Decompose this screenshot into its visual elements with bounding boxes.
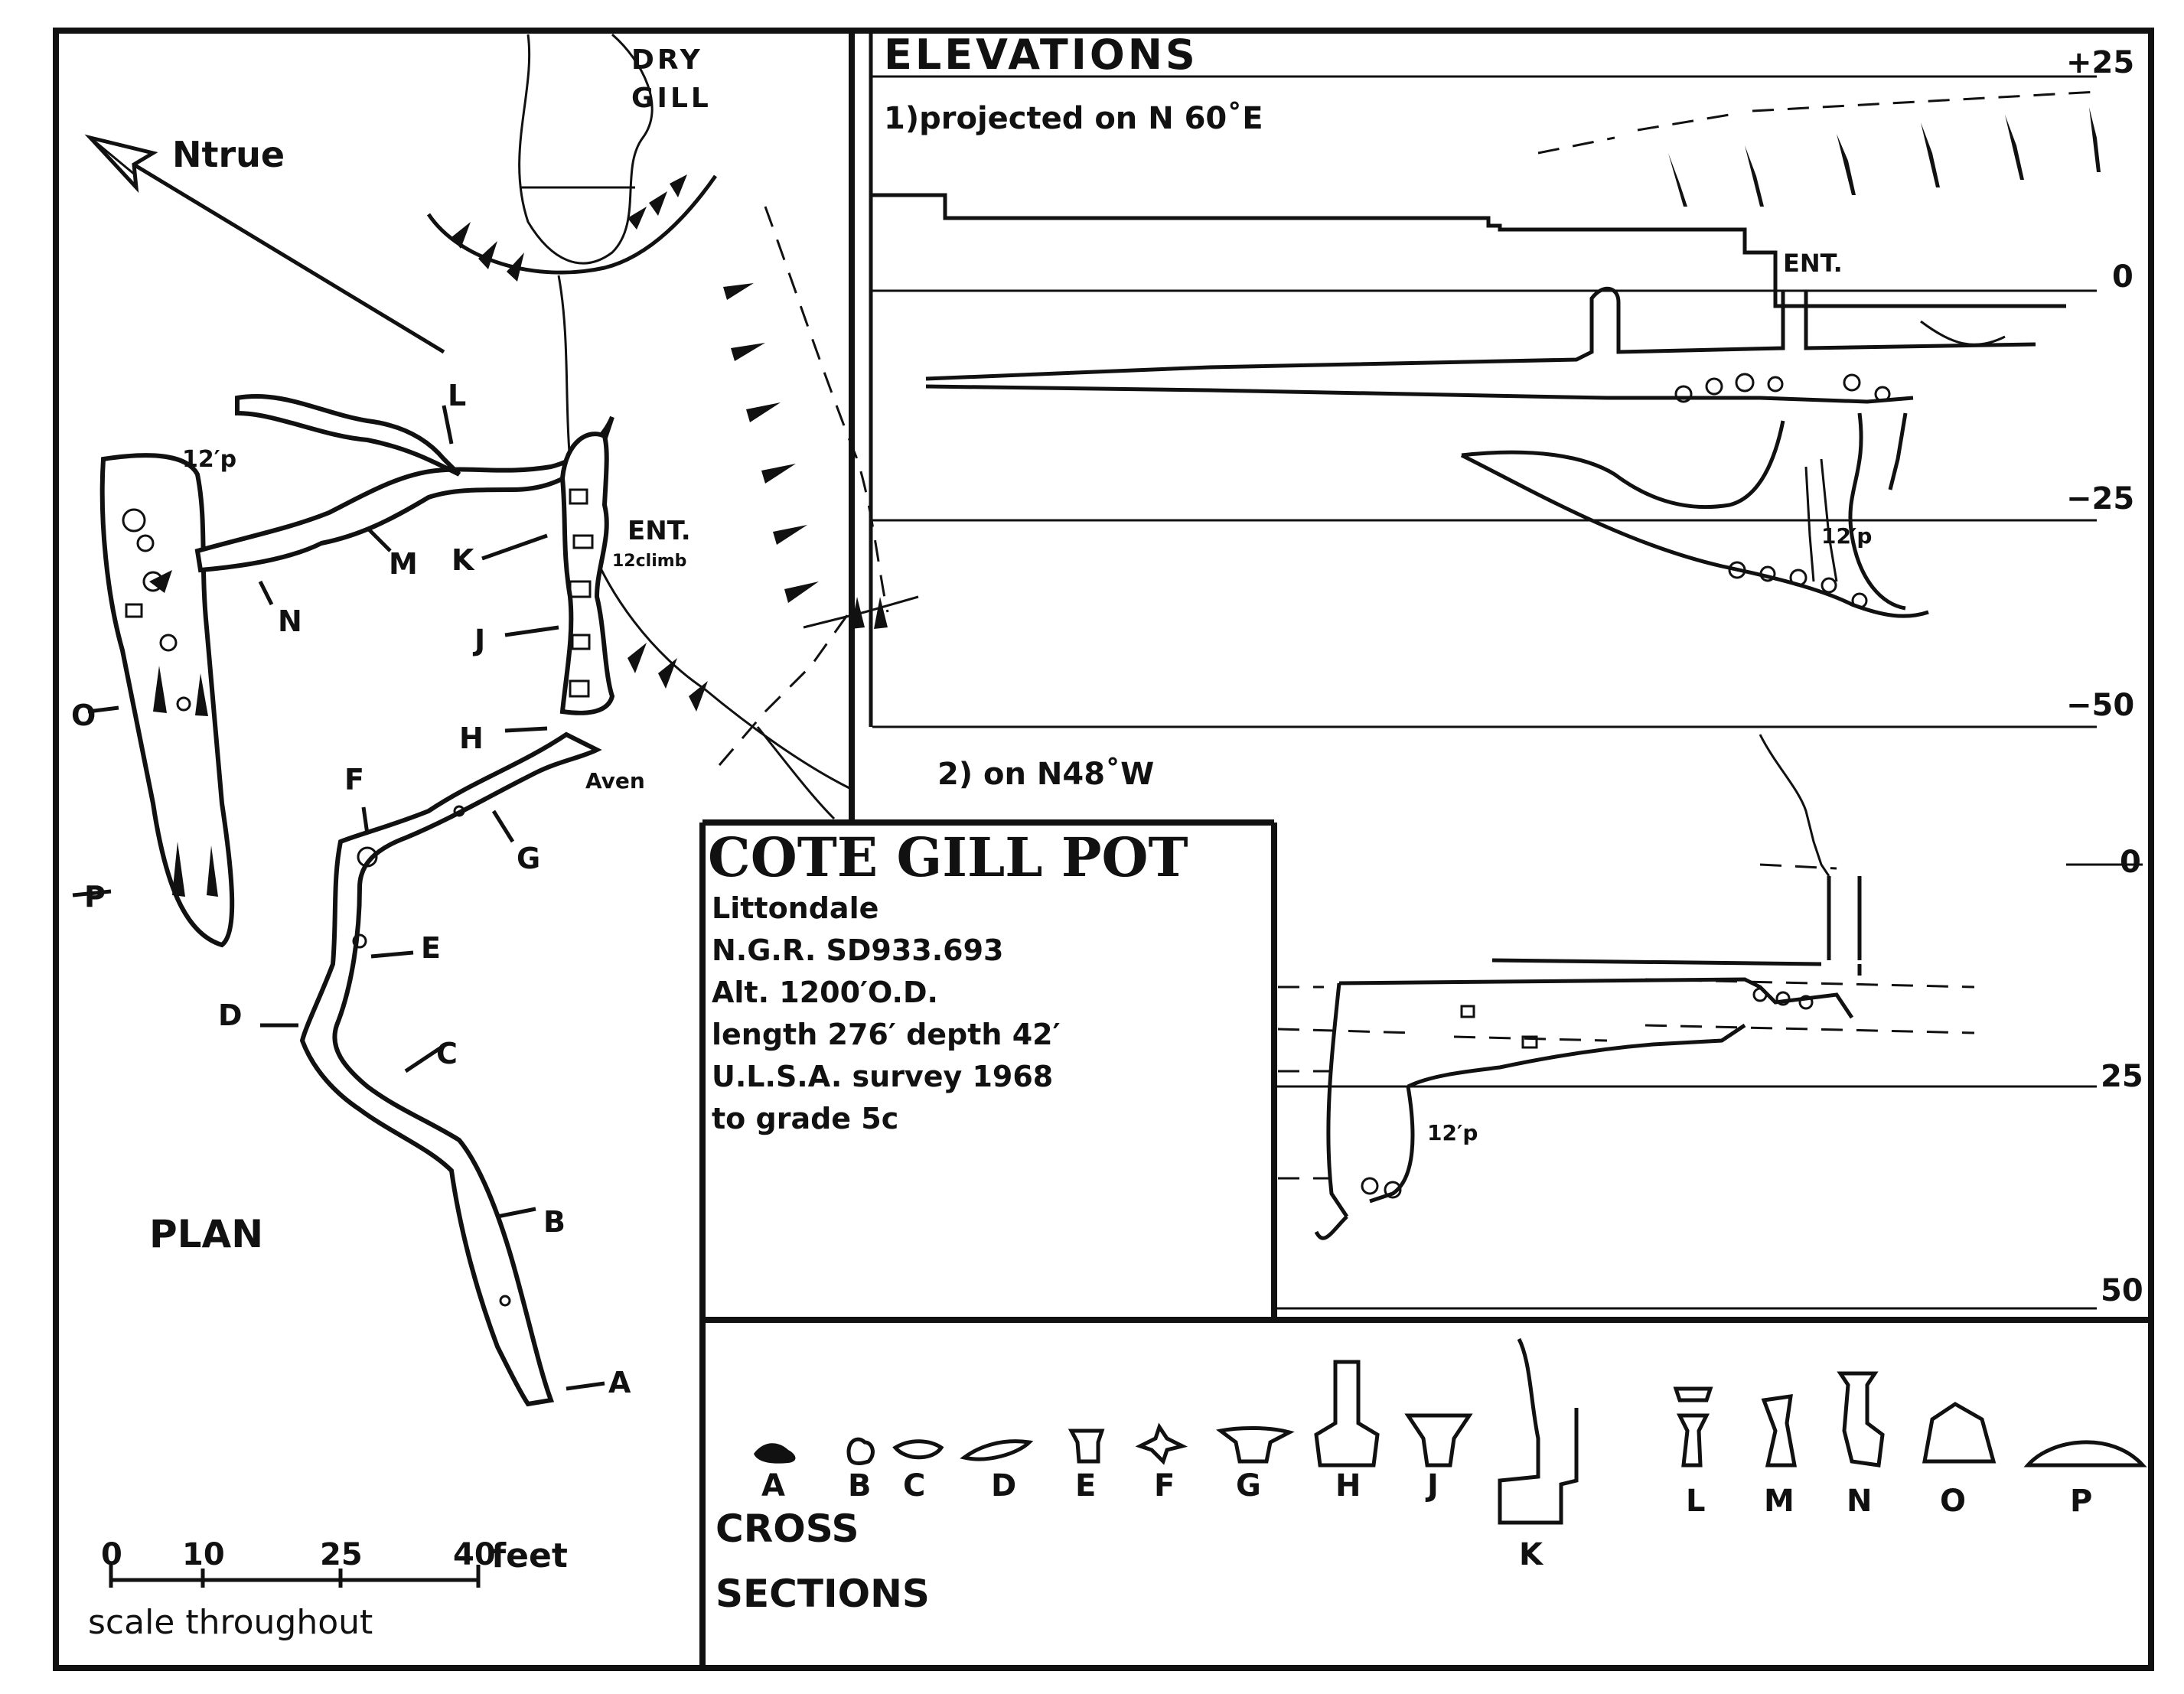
- section-b-shape: [849, 1439, 872, 1463]
- cross-sections-title-1: CROSS: [716, 1507, 859, 1551]
- elevations-title: ELEVATIONS: [884, 31, 1198, 79]
- section-f-shape: [1140, 1427, 1182, 1461]
- cross-sections-title-2: SECTIONS: [716, 1572, 930, 1616]
- section-label-p: P: [2070, 1484, 2093, 1519]
- scale-tick-40: 40: [453, 1537, 496, 1572]
- elevation-1-tick-minus25: −25: [2066, 481, 2135, 516]
- plan-mark-a: A: [608, 1366, 631, 1399]
- plan-mark-d: D: [218, 998, 243, 1032]
- section-label-e: E: [1075, 1468, 1097, 1503]
- elevation-2-boulders: [1362, 989, 1812, 1197]
- info-altitude: Alt. 1200′O.D.: [712, 976, 938, 1009]
- plan-mark-m: M: [389, 547, 418, 581]
- section-label-a: A: [761, 1468, 785, 1503]
- plan-mark-g: G: [517, 842, 541, 875]
- section-label-n: N: [1847, 1484, 1873, 1519]
- entrance-series: [562, 434, 612, 713]
- info-survey: U.L.S.A. survey 1968: [712, 1060, 1054, 1093]
- section-l-shape: [1676, 1389, 1710, 1465]
- plan-mark-c: C: [436, 1037, 458, 1070]
- section-label-f: F: [1154, 1468, 1175, 1503]
- elevation-1-tick-minus50: −50: [2066, 688, 2135, 723]
- passage-floor: [926, 386, 1913, 402]
- info-grade: to grade 5c: [712, 1102, 899, 1135]
- plan-mark-k: K: [451, 543, 474, 577]
- plan-mark-e: E: [421, 931, 441, 965]
- section-label-d: D: [991, 1468, 1017, 1503]
- plan-mark-o: O: [71, 699, 96, 732]
- lower-chamber-roof: [1462, 421, 1783, 507]
- elevation-scale-lines: [871, 77, 2143, 1308]
- section-label-h: H: [1335, 1468, 1361, 1503]
- section-p-shape: [2028, 1442, 2143, 1465]
- scale-caption: scale throughout: [88, 1603, 373, 1642]
- info-location: Littondale: [712, 891, 879, 925]
- section-j-shape: [1408, 1415, 1469, 1465]
- info-length-depth: length 276′ depth 42′: [712, 1018, 1061, 1051]
- section-label-c: C: [903, 1468, 926, 1503]
- section-label-b: B: [848, 1468, 872, 1503]
- plan-mark-b: B: [543, 1205, 566, 1239]
- section-g-shape: [1221, 1428, 1289, 1461]
- plan-aven-label: Aven: [585, 768, 645, 793]
- section-a-shape: [754, 1443, 795, 1463]
- surface-profile: [872, 195, 2066, 306]
- scale-unit: feet: [491, 1536, 568, 1575]
- section-label-o: O: [1940, 1484, 1967, 1519]
- elevation-2-subtitle: 2) on N48˚W: [937, 757, 1155, 792]
- section-n-shape: [1840, 1373, 1882, 1465]
- plan-mark-p: P: [84, 880, 106, 914]
- section-e-shape: [1071, 1431, 1102, 1461]
- section-label-k: K: [1519, 1537, 1543, 1572]
- surface-profile-2: [1760, 735, 1829, 876]
- elevation-1-tick-0: 0: [2112, 259, 2133, 295]
- elevation-1-boulders: [1676, 374, 1889, 608]
- section-k-shape: [1500, 1339, 1576, 1523]
- surface-features: [429, 34, 918, 819]
- elevation-1-tick-plus25: +25: [2066, 45, 2135, 80]
- plan-entrance-note: 12climb: [612, 552, 687, 571]
- section-label-l: L: [1686, 1484, 1706, 1519]
- section-h-shape: [1316, 1362, 1377, 1465]
- scale-tick-25: 25: [320, 1537, 363, 1572]
- dry-gill-label-1: DRY: [631, 44, 703, 76]
- pitch-wall: [1328, 983, 1347, 1217]
- surface-path: [719, 612, 849, 765]
- survey-title: COTE GILL POT: [708, 826, 1188, 889]
- plan-mark-f: F: [344, 763, 364, 797]
- section-label-g: G: [1236, 1468, 1261, 1503]
- scale-bar: [111, 1565, 478, 1588]
- elevation-1-subtitle: 1)projected on N 60˚E: [884, 101, 1263, 136]
- section-o-shape: [1925, 1404, 1993, 1461]
- scale-tick-10: 10: [182, 1537, 225, 1572]
- dry-gill-label-2: GILL: [631, 83, 712, 114]
- elevation-1-profile: [872, 92, 2097, 616]
- plan-mark-j: J: [474, 624, 486, 657]
- info-grid-reference: N.G.R. SD933.693: [712, 933, 1004, 967]
- plan-pitch-label: 12′p: [182, 446, 237, 473]
- plan-mark-l: L: [448, 379, 467, 412]
- north-label: Ntrue: [172, 134, 285, 175]
- elevation-1-entrance-label: ENT.: [1783, 249, 1843, 278]
- elevation-2-tick-0: 0: [2120, 845, 2141, 880]
- elevation-2-tick-50: 50: [2101, 1273, 2143, 1308]
- scale-tick-0: 0: [101, 1537, 122, 1572]
- west-inlet: [237, 396, 459, 474]
- cross-section-shapes: [754, 1339, 2143, 1523]
- section-c-shape: [895, 1442, 941, 1458]
- elevation-2-pitch-label: 12′p: [1427, 1120, 1478, 1145]
- elevation-2-profile: [1278, 735, 1974, 1238]
- section-label-m: M: [1764, 1484, 1794, 1519]
- section-d-shape: [964, 1442, 1029, 1459]
- passage-roof: [926, 288, 2036, 379]
- section-m-shape: [1764, 1396, 1794, 1465]
- elevation-1-hachures: [1668, 107, 2101, 207]
- plan-label: PLAN: [149, 1212, 264, 1256]
- section-label-j: J: [1427, 1468, 1439, 1503]
- elevation-2-tick-25: 25: [2101, 1059, 2143, 1094]
- gill-bank: [429, 176, 716, 272]
- plan-entrance-label: ENT.: [627, 516, 691, 546]
- plan-mark-h: H: [459, 722, 484, 755]
- elevation-1-pitch-label: 12′p: [1821, 523, 1873, 549]
- passage-2-floor: [1339, 979, 1852, 1018]
- plan-mark-n: N: [278, 604, 302, 638]
- slope-hachures: [451, 174, 888, 712]
